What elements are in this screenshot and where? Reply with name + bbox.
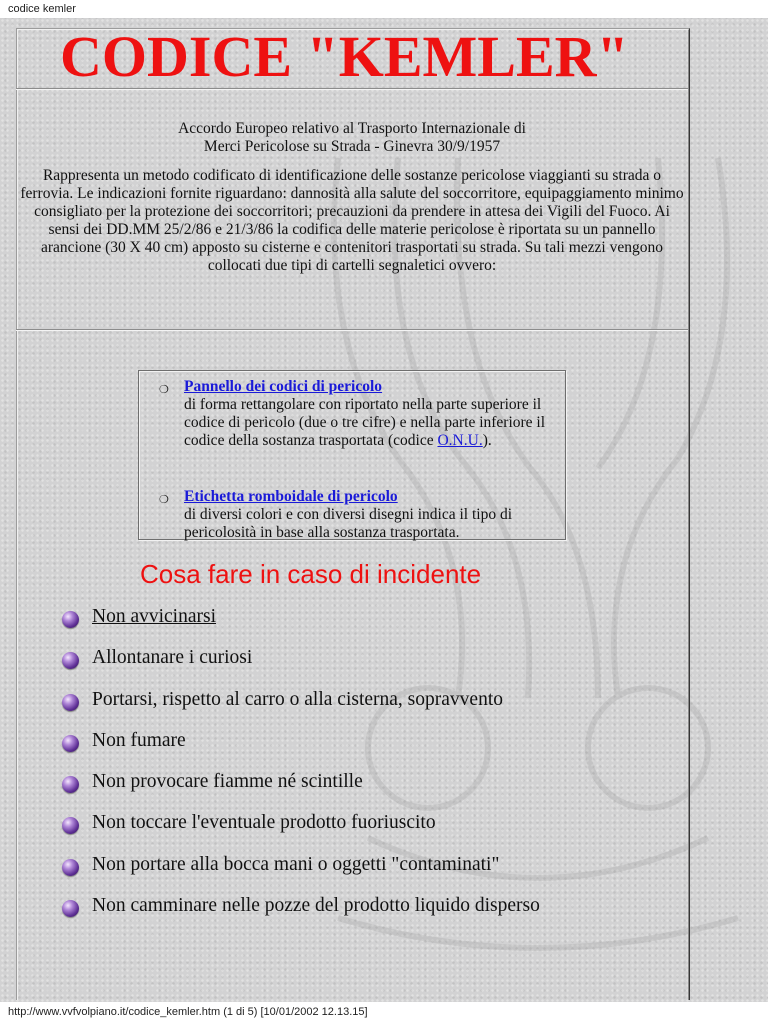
purple-orb-icon — [62, 776, 79, 793]
page-title: CODICE "KEMLER" — [60, 24, 629, 89]
description-text: Rappresenta un metodo codificato di identificazione delle sostanze pericolose viaggianti su strada o ferrovia. Le indicazioni fornite riguardano: dannosità alla salute del soccorritore, equipaggiamento minimo consigliato per la protezione dei soccorritori; precauzioni da prendere in attesa dei Vigili del Fuoco. Ai sensi dei DD.MM 25/2/86 e 21/3/86 la codifica delle materie pericolose è riportata su un pannello arancione (30 X 40 cm) apposto su cisterne e contenitori trasportati su strada. Su tali mezzi vengono collocati due tipi di cartelli segnaletici ovvero: — [20, 167, 684, 274]
hazard-code-panel-link[interactable]: Pannello dei codici di pericolo — [184, 378, 383, 395]
list-item — [62, 812, 682, 853]
section-heading: Cosa fare in caso di incidente — [140, 559, 482, 589]
hazard-label-link[interactable]: Etichetta romboidale di pericolo — [184, 488, 398, 505]
page-background — [0, 18, 768, 1002]
circle-bullet-icon: ❍ — [159, 384, 169, 396]
step-text: Allontanare i curiosi — [92, 647, 253, 669]
list-item — [62, 771, 682, 812]
purple-orb-icon — [62, 735, 79, 752]
list-item — [62, 854, 682, 895]
list-item — [62, 647, 682, 688]
print-header: codice kemler — [8, 3, 76, 15]
step-text: Non fumare — [92, 729, 186, 751]
agreement-line-1: Accordo Europeo relativo al Trasporto Internazionale di — [178, 120, 526, 137]
intro-section — [18, 120, 686, 286]
circle-bullet-icon: ❍ — [159, 494, 169, 506]
step-text[interactable]: Non avvicinarsi — [92, 606, 217, 627]
step-text: Non toccare l'eventuale prodotto fuoriuscito — [92, 812, 436, 834]
agreement-text — [18, 120, 686, 156]
sign-content — [184, 488, 551, 542]
step-text: Non portare alla bocca mani o oggetti "contaminati" — [92, 853, 500, 875]
list-item — [62, 606, 682, 647]
sign-description: di forma rettangolare con riportato nella parte superiore il codice di pericolo (due o tre cifre) e nella parte inferiore il codice della sostanza trasportata (codice — [184, 396, 546, 449]
step-text: Non provocare fiamme né scintille — [92, 771, 363, 793]
purple-orb-icon — [62, 694, 79, 711]
purple-orb-icon — [62, 900, 79, 917]
sign-item — [161, 488, 551, 542]
sign-description: di diversi colori e con diversi disegni indica il tipo di pericolosità in base alla sostanza trasportata. — [184, 506, 513, 541]
onu-link[interactable]: O.N.U. — [437, 432, 483, 449]
list-item — [62, 895, 682, 936]
intro-divider — [16, 329, 688, 331]
signs-panel — [138, 370, 566, 540]
sign-item — [161, 378, 551, 450]
purple-orb-icon — [62, 859, 79, 876]
purple-orb-icon — [62, 611, 79, 628]
print-footer: http://www.vvfvolpiano.it/codice_kemler.htm (1 di 5) [10/01/2002 12.13.15] — [8, 1006, 368, 1018]
steps-list — [62, 606, 682, 936]
agreement-line-2: Merci Pericolose su Strada - Ginevra 30/9/1957 — [203, 138, 501, 155]
sign-description-end: ). — [482, 432, 492, 449]
list-item — [62, 730, 682, 771]
step-text: Portarsi, rispetto al carro o alla cisterna, sopravvento — [92, 688, 503, 710]
list-item — [62, 689, 682, 730]
sign-content — [184, 378, 551, 450]
step-text: Non camminare nelle pozze del prodotto liquido disperso — [92, 895, 540, 917]
purple-orb-icon — [62, 652, 79, 669]
purple-orb-icon — [62, 817, 79, 834]
